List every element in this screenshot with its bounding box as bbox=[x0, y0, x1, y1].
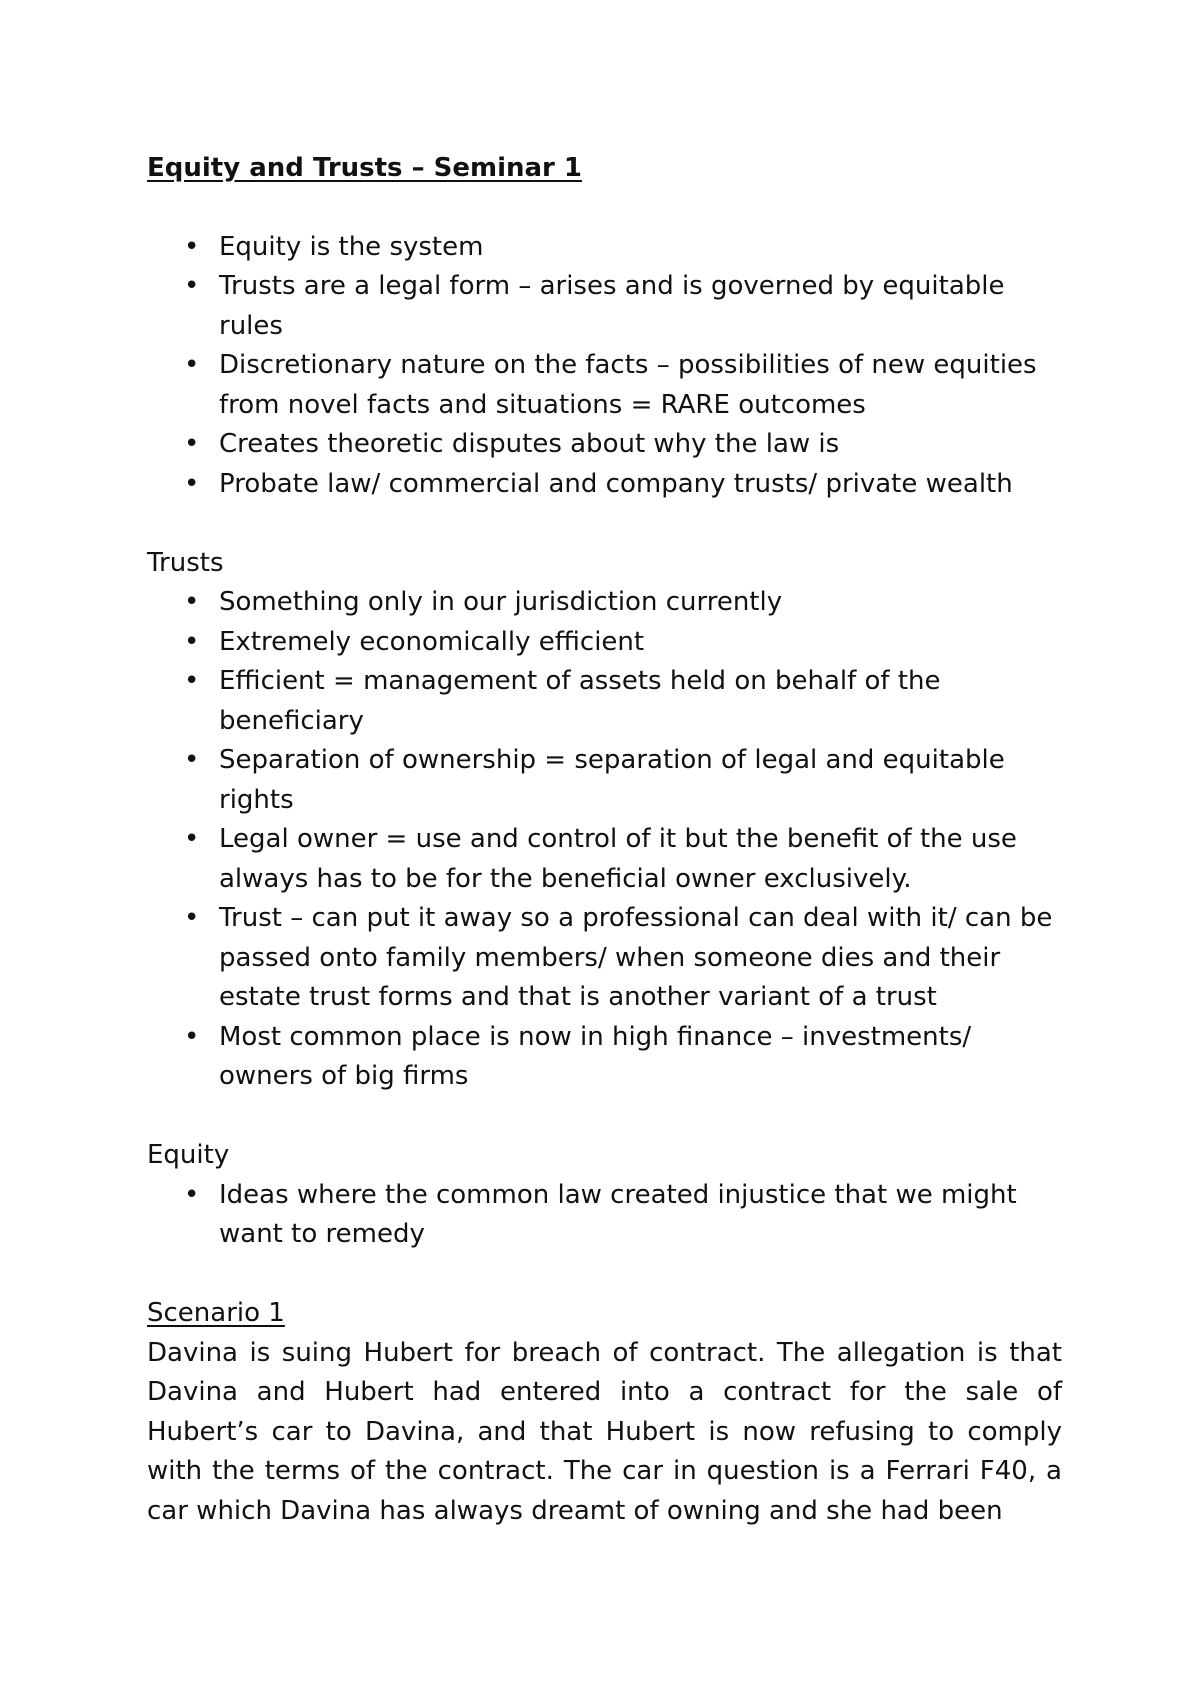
equity-heading: Equity bbox=[147, 1140, 230, 1170]
list-item: • Trust – can put it away so a professional can deal with it/ can be passed onto family members/ when someone dies and their estate trust forms and that is another variant of a trust bbox=[147, 899, 1062, 1018]
spacer bbox=[147, 504, 1062, 544]
list-item: • Equity is the system bbox=[147, 228, 1062, 268]
equity-bullet-list bbox=[147, 1176, 1062, 1255]
list-item: • Extremely economically efficient bbox=[147, 623, 1062, 663]
document-body bbox=[147, 149, 1062, 1531]
list-item: • Most common place is now in high finance – investments/ owners of big firms bbox=[147, 1018, 1062, 1097]
intro-bullet-list bbox=[147, 228, 1062, 505]
list-item: • Ideas where the common law created injustice that we might want to remedy bbox=[147, 1176, 1062, 1255]
list-item: • Legal owner = use and control of it but the benefit of the use always has to be for the beneficial owner exclusively. bbox=[147, 820, 1062, 899]
scenario-paragraph: Davina is suing Hubert for breach of contract. The allegation is that Davina and Hubert had entered into a contract for the sale of Hubert’s car to Davina, and that Hubert is now refusing to comply with the terms of the contract. The car in question is a Ferrari F40, a car which Davina has always dreamt of owning and she had been bbox=[147, 1337, 1062, 1526]
spacer bbox=[147, 1097, 1062, 1137]
list-item: • Trusts are a legal form – arises and is governed by equitable rules bbox=[147, 267, 1062, 346]
list-item: • Probate law/ commercial and company trusts/ private wealth bbox=[147, 465, 1062, 505]
trusts-bullet-list bbox=[147, 583, 1062, 1097]
list-item: • Efficient = management of assets held on behalf of the beneficiary bbox=[147, 662, 1062, 741]
list-item: • Creates theoretic disputes about why the law is bbox=[147, 425, 1062, 465]
list-item: • Separation of ownership = separation of legal and equitable rights bbox=[147, 741, 1062, 820]
scenario-heading: Scenario 1 bbox=[147, 1298, 285, 1328]
list-item: • Something only in our jurisdiction currently bbox=[147, 583, 1062, 623]
trusts-heading: Trusts bbox=[147, 547, 224, 578]
list-item: • Discretionary nature on the facts – possibilities of new equities from novel facts and situations = RARE outcomes bbox=[147, 346, 1062, 425]
spacer bbox=[147, 1255, 1062, 1295]
document-title: Equity and Trusts – Seminar 1 bbox=[147, 153, 583, 183]
